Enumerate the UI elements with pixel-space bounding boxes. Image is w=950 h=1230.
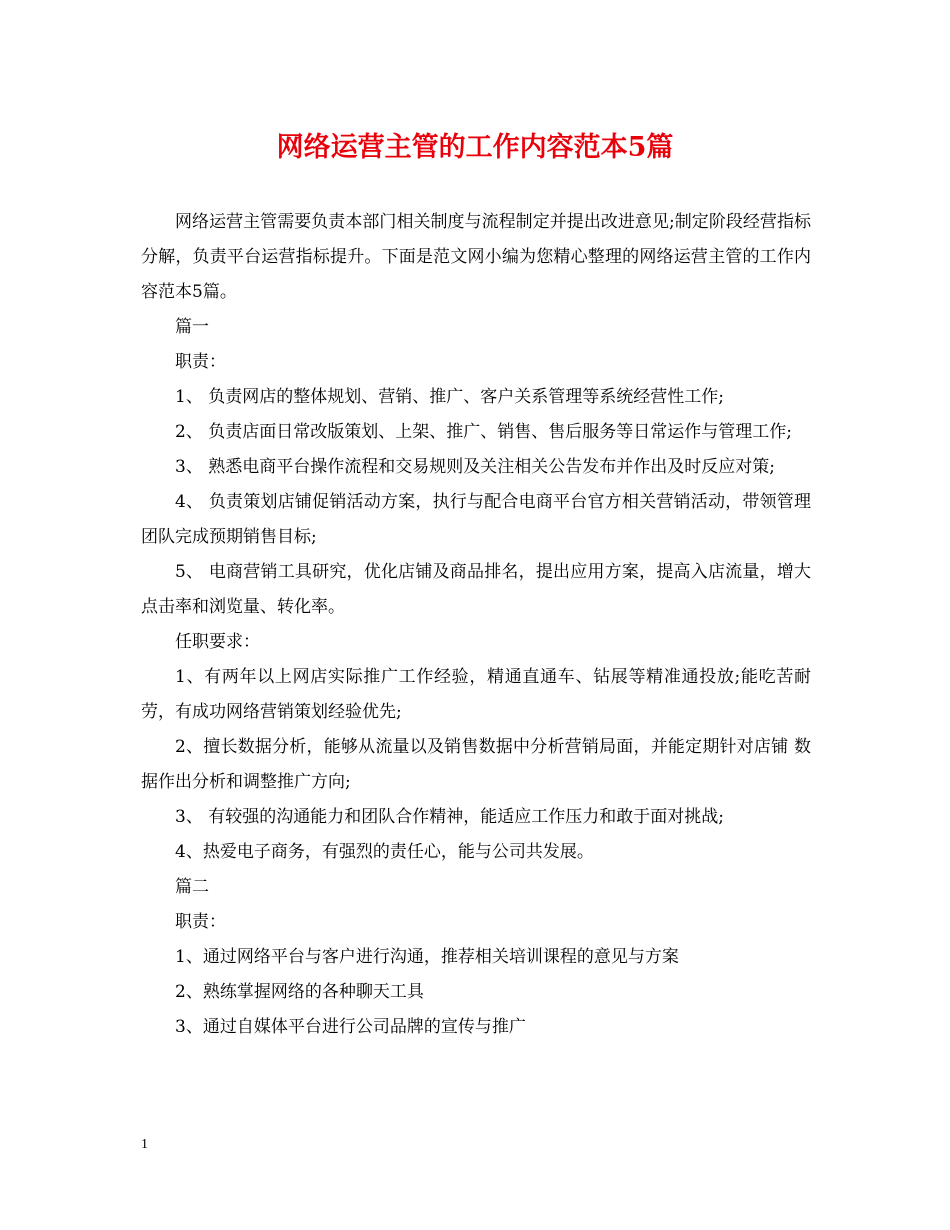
duty-item: 2、熟练掌握网络的各种聊天工具 bbox=[175, 982, 424, 1002]
document-body bbox=[141, 205, 811, 1045]
duty-item: 4、 负责策划店铺促销活动方案，执行与配合电商平台官方相关营销活动，带领管理团队完成预期销售目标; bbox=[141, 492, 811, 547]
requirement-item: 1、有两年以上网店实际推广工作经验，精通直通车、钻展等精准通投放;能吃苦耐劳，有成功网络营销策划经验优先; bbox=[141, 667, 811, 722]
subheading-duties: 职责： bbox=[175, 352, 226, 372]
intro-paragraph: 网络运营主管需要负责本部门相关制度与流程制定并提出改进意见;制定阶段经营指标分解，负责平台运营指标提升。下面是范文网小编为您精心整理的网络运营主管的工作内容范本5篇。 bbox=[141, 212, 811, 302]
section-heading-part-two: 篇二 bbox=[175, 877, 209, 897]
requirement-item: 2、擅长数据分析，能够从流量以及销售数据中分析营销局面，并能定期针对店铺 数据作出分析和调整推广方向; bbox=[141, 737, 811, 792]
document-title: 网络运营主管的工作内容范本5篇 bbox=[276, 132, 674, 163]
duty-item: 5、 电商营销工具研究，优化店铺及商品排名，提出应用方案，提高入店流量，增大点击率和浏览量、转化率。 bbox=[141, 562, 811, 617]
section-heading-part-one: 篇一 bbox=[175, 317, 209, 337]
requirement-item: 3、 有较强的沟通能力和团队合作精神，能适应工作压力和敢于面对挑战; bbox=[175, 807, 724, 827]
duty-item: 1、通过网络平台与客户进行沟通，推荐相关培训课程的意见与方案 bbox=[175, 947, 679, 967]
requirement-item: 4、热爱电子商务，有强烈的责任心，能与公司共发展。 bbox=[175, 842, 594, 862]
page-number: 1 bbox=[141, 1137, 148, 1152]
duty-item: 2、 负责店面日常改版策划、上架、推广、销售、售后服务等日常运作与管理工作; bbox=[175, 422, 792, 442]
duty-item: 3、通过自媒体平台进行公司品牌的宣传与推广 bbox=[175, 1017, 526, 1037]
subheading-requirements: 任职要求： bbox=[175, 632, 260, 652]
duty-item: 3、 熟悉电商平台操作流程和交易规则及关注相关公告发布并作出及时反应对策; bbox=[175, 457, 775, 477]
subheading-duties: 职责： bbox=[175, 912, 226, 932]
duty-item: 1、 负责网店的整体规划、营销、推广、客户关系管理等系统经营性工作; bbox=[175, 387, 724, 407]
